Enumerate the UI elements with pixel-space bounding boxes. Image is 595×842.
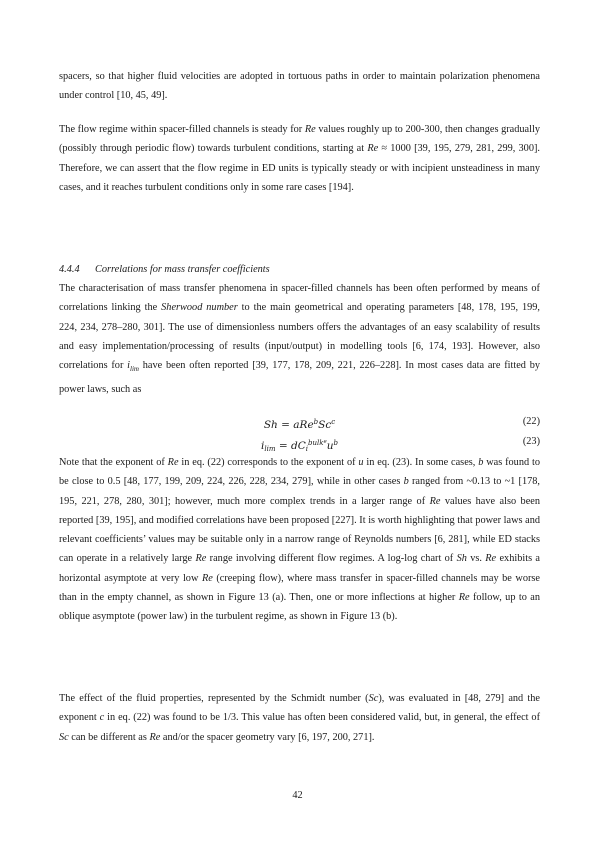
equation-22-body: [59, 413, 540, 434]
c-symbol: c: [99, 712, 105, 724]
sc-symbol: Sc: [368, 693, 379, 704]
text-run: have been often reported [39, 177, 178, 209, 221, 226–228]. In most cases data are fitted by power laws, such as: [59, 360, 541, 395]
eq-exponent: b: [313, 418, 319, 426]
eq-equals: =: [277, 419, 294, 431]
re-symbol: Re: [149, 731, 161, 743]
equation-number: (23): [522, 436, 540, 447]
text-run: to the main geometrical and operating parameters [48, 178, 195, 199, 224, 234, 278–280, 301]. The use of dimensionless numbers offers the advantages of an easy scalability of results and easy implementation/processing of results (input/output) in modelling tools [6, 174, 193]. However, also correlations for: [59, 302, 540, 372]
b-symbol: b: [403, 476, 409, 488]
text-run: in eq. (22) was found to be 1/3. This value has often been considered valid, but, in general, the effect of: [104, 712, 540, 724]
text-run: ranged from ~0.13 to ~1 [178, 195, 221, 278, 280, 301]; however, much more complex trends in a larger range of: [59, 476, 541, 507]
eq-term: Sc: [318, 419, 332, 431]
eq-term: aRe: [293, 419, 314, 431]
eq-equals: =: [275, 440, 291, 452]
text-run: follow, up to an oblique asymptote (power law) in the turbulent regime, as shown in Figure 13 (b).: [59, 592, 540, 623]
re-symbol: Re: [201, 572, 213, 584]
re-symbol: Re: [485, 553, 497, 565]
text-run: ≈ 1000 [39, 195, 279, 281, 299, 300]. Therefore, we can assert that the flow regime in ED units is typically steady or with incipient unsteadiness in many cases, and it reaches turbulent conditions only in some rare cases [194].: [59, 143, 540, 193]
text-run: range involving different flow regimes. A log-log chart of: [206, 553, 457, 565]
u-symbol: u: [358, 457, 364, 468]
paragraph-line: spacers, so that higher fluid velocities are adopted in tortuous paths in order to maintain polarization: [59, 71, 489, 82]
eq-term: Sh: [263, 419, 278, 431]
re-symbol: Re: [195, 553, 207, 565]
re-symbol: Re: [458, 592, 470, 604]
section-number: 4.4.4: [59, 264, 80, 275]
text-run: The effect of the fluid properties, represented by the Schmidt number (: [59, 693, 369, 704]
text-run: exhibits a horizontal asymptote at very low: [59, 553, 540, 584]
re-symbol: Re: [367, 143, 379, 155]
text-run: can be different as: [68, 731, 150, 743]
paragraph-spacers: [59, 67, 540, 106]
ilim-symbol: i: [127, 360, 131, 372]
sc-symbol: Sc: [59, 731, 69, 743]
eq-subscript: lim: [264, 445, 276, 453]
text-run: values have also been reported [39, 195], and modified correlations have been proposed [227]. It is worth highlighting that power laws and relevant coefficients’ values may be suitable only in a narrow range of Reynolds numbers [6, 281], while ED stacks can operate in a relatively large: [59, 495, 540, 565]
text-run: vs.: [466, 553, 486, 565]
text-run: in eq. (23). In some cases,: [363, 457, 479, 468]
b-symbol: b: [478, 457, 484, 468]
eq-superscript: bulk: [307, 439, 324, 447]
paragraph-correlations: [59, 279, 540, 399]
eq-superscript: e: [323, 439, 327, 445]
text-run: The flow regime within spacer-filled channels is steady for: [59, 124, 305, 135]
sh-symbol: Sh: [456, 553, 467, 565]
eq-term: i: [261, 440, 265, 452]
ilim-subscript: lim: [130, 365, 139, 374]
paragraph-schmidt: [59, 689, 540, 747]
page-number: 42: [292, 790, 303, 801]
text-run: ), was evaluated in [48, 279] and the exponent: [59, 693, 540, 724]
eq-exponent: b: [333, 439, 338, 447]
re-symbol: Re: [304, 124, 316, 135]
paragraph-exponent-note: [59, 453, 540, 627]
text-run: The characterisation of mass transfer phenomena in spacer-filled channels has been often performed by means of correlations linking the: [59, 283, 540, 314]
equation-22: [59, 413, 540, 431]
eq-term: dC: [290, 440, 306, 452]
re-symbol: Re: [429, 495, 441, 507]
eq-exponent: c: [331, 418, 336, 426]
text-run: (creeping flow), where mass transfer in spacer-filled channels may be worse than in the empty channel, as shown in Figure 13 (a). Then, one or more inflections at higher: [59, 572, 540, 604]
eq-subscript: i: [305, 445, 308, 453]
text-run: Note that the exponent of: [59, 457, 168, 468]
text-run: in eq. (22) corresponds to the exponent of: [178, 457, 359, 468]
paragraph-flow-regime: [59, 120, 540, 197]
re-symbol: Re: [167, 457, 179, 468]
text-run: was found to be close to 0.5 [48, 177, 199, 209, 224, 226, 228, 234, 279], while in other cases: [59, 457, 540, 488]
paragraph-line: phenomena under control [10, 45, 49].: [59, 71, 540, 102]
equation-23: [59, 433, 540, 451]
section-title: Correlations for mass transfer coefficients: [95, 264, 270, 275]
text-run: values roughly up to 200-300, then changes gradually (possibly through periodic flow) towards turbulent conditions, starting at: [59, 124, 540, 155]
text-run: and/or the spacer geometry vary [6, 197, 200, 271].: [160, 731, 375, 743]
section-heading: [59, 262, 540, 278]
eq-term: u: [326, 440, 334, 452]
sherwood-term: Sherwood number: [161, 302, 238, 314]
equation-number: (22): [522, 416, 540, 427]
